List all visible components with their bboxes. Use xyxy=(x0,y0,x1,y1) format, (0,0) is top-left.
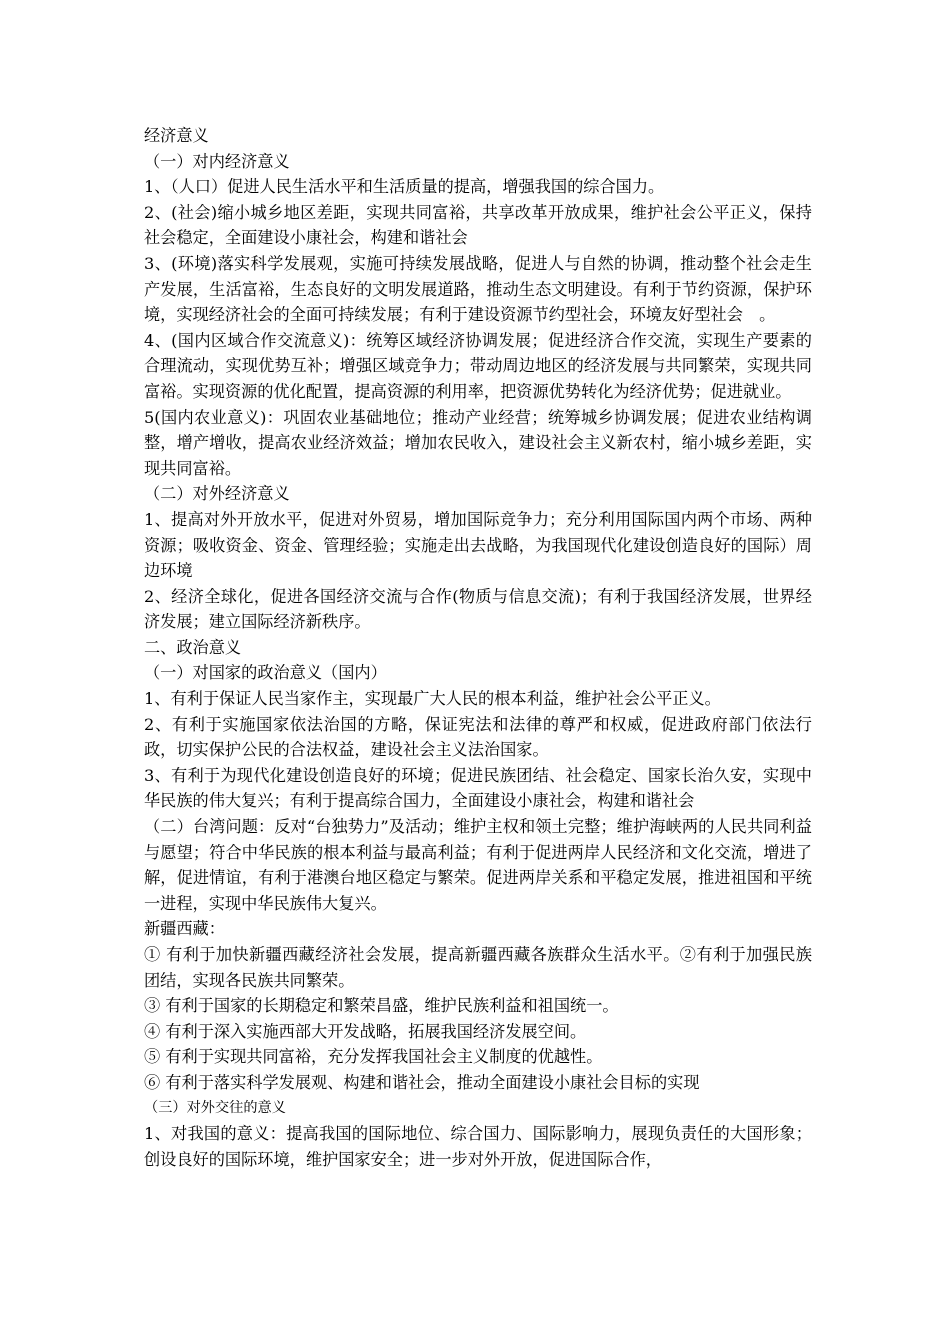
paragraph-society: 2、(社会)缩小城乡地区差距，实现共同富裕，共享改革开放成果，维护社会公平正义，保持社会稳定，全面建设小康社会，构建和谐社会 xyxy=(144,202,812,248)
paragraph-rule-of-law: 2、有利于实施国家依法治国的方略，保证宪法和法律的尊严和权威，促进政府部门依法行政，切实保护公民的合法权益，建设社会主义法治国家。 xyxy=(144,714,812,760)
paragraph-people-masters: 1、有利于保证人民当家作主，实现最广大人民的根本利益，维护社会公平正义。 xyxy=(144,689,721,709)
section-heading-economic: 经济意义 xyxy=(144,126,209,145)
list-item-4: ④ 有利于深入实施西部大开发战略，拓展我国经济发展空间。 xyxy=(144,1021,587,1041)
subheading-domestic-political: （一）对国家的政治意义（国内） xyxy=(144,663,387,683)
list-item-1: ① 有利于加快新疆西藏经济社会发展，提高新疆西藏各族群众生活水平。②有利于加强民族团结，实现各民族共同繁荣。 xyxy=(144,945,812,990)
subheading-foreign-relations: （三）对外交往的意义 xyxy=(144,1099,286,1116)
document-body xyxy=(144,123,812,1172)
paragraph-international-status: 1、对我国的意义：提高我国的国际地位、综合国力、国际影响力，展现负责任的大国形象；创设良好的国际环境，维护国家安全；进一步对外开放，促进国际合作， xyxy=(144,1124,812,1169)
section-heading-political: 二、政治意义 xyxy=(144,637,242,657)
paragraph-agriculture: 5(国内农业意义)：巩固农业基础地位；推动产业经营；统筹城乡协调发展；促进农业结构调整，增产增收，提高农业经济效益；增加农民收入，建设社会主义新农村，缩小城乡差距，实现共同富裕。 xyxy=(144,407,812,478)
list-item-6: ⑥ 有利于落实科学发展观、构建和谐社会，推动全面建设小康社会目标的实现 xyxy=(144,1072,700,1092)
paragraph-modernization: 3、有利于为现代化建设创造良好的环境；促进民族团结、社会稳定、国家长治久安，实现中华民族的伟大复兴；有利于提高综合国力，全面建设小康社会，构建和谐社会 xyxy=(144,765,812,811)
subheading-domestic-economic: （一）对内经济意义 xyxy=(144,151,290,171)
paragraph-environment: 3、(环境)落实科学发展观，实施可持续发展战略，促进人与自然的协调，推动整个社会走生产发展，生活富裕，生态良好的文明发展道路，推动生态文明建设。有利于节约资源，保护环境，实现经济社会的全面可持续发展；有利于建设资源节约型社会，环境友好型社会 。 xyxy=(144,253,812,325)
subheading-foreign-economic: （二）对外经济意义 xyxy=(144,484,290,504)
paragraph-opening-up: 1、提高对外开放水平，促进对外贸易，增加国际竞争力；充分利用国际国内两个市场、两种资源；吸收资金、资金、管理经验；实施走出去战略，为我国现代化建设创造良好的国际）周边环境 xyxy=(144,509,812,581)
paragraph-population: 1、（人口）促进人民生活水平和生活质量的提高，增强我国的综合国力。 xyxy=(144,177,665,197)
subheading-xinjiang-tibet: 新疆西藏： xyxy=(144,919,225,939)
paragraph-taiwan: （二）台湾问题：反对“台独势力”及活动；维护主权和领土完整；维护海峡两的人民共同利益与愿望；符合中华民族的根本利益与最高利益；有利于促进两岸人民经济和文化交流，增进了解，促进情谊，有利于港澳台地区稳定与繁荣。促进两岸关系和平稳定发展，推进祖国和平统一进程，实现中华民族伟大复兴。 xyxy=(144,817,812,913)
paragraph-globalization: 2、经济全球化，促进各国经济交流与合作(物质与信息交流)；有利于我国经济发展，世界经济发展；建立国际经济新秩序。 xyxy=(144,586,812,632)
list-item-5: ⑤ 有利于实现共同富裕，充分发挥我国社会主义制度的优越性。 xyxy=(144,1047,603,1067)
list-item-3: ③ 有利于国家的长期稳定和繁荣昌盛，维护民族利益和祖国统一。 xyxy=(144,996,619,1016)
paragraph-regional-cooperation: 4、(国内区域合作交流意义)：统筹区域经济协调发展；促进经济合作交流，实现生产要素的合理流动，实现优势互补；增强区域竞争力；带动周边地区的经济发展与共同繁荣，实现共同富裕。实现资源的优化配置，提高资源的利用率，把资源优势转化为经济优势；促进就业。 xyxy=(144,330,812,401)
